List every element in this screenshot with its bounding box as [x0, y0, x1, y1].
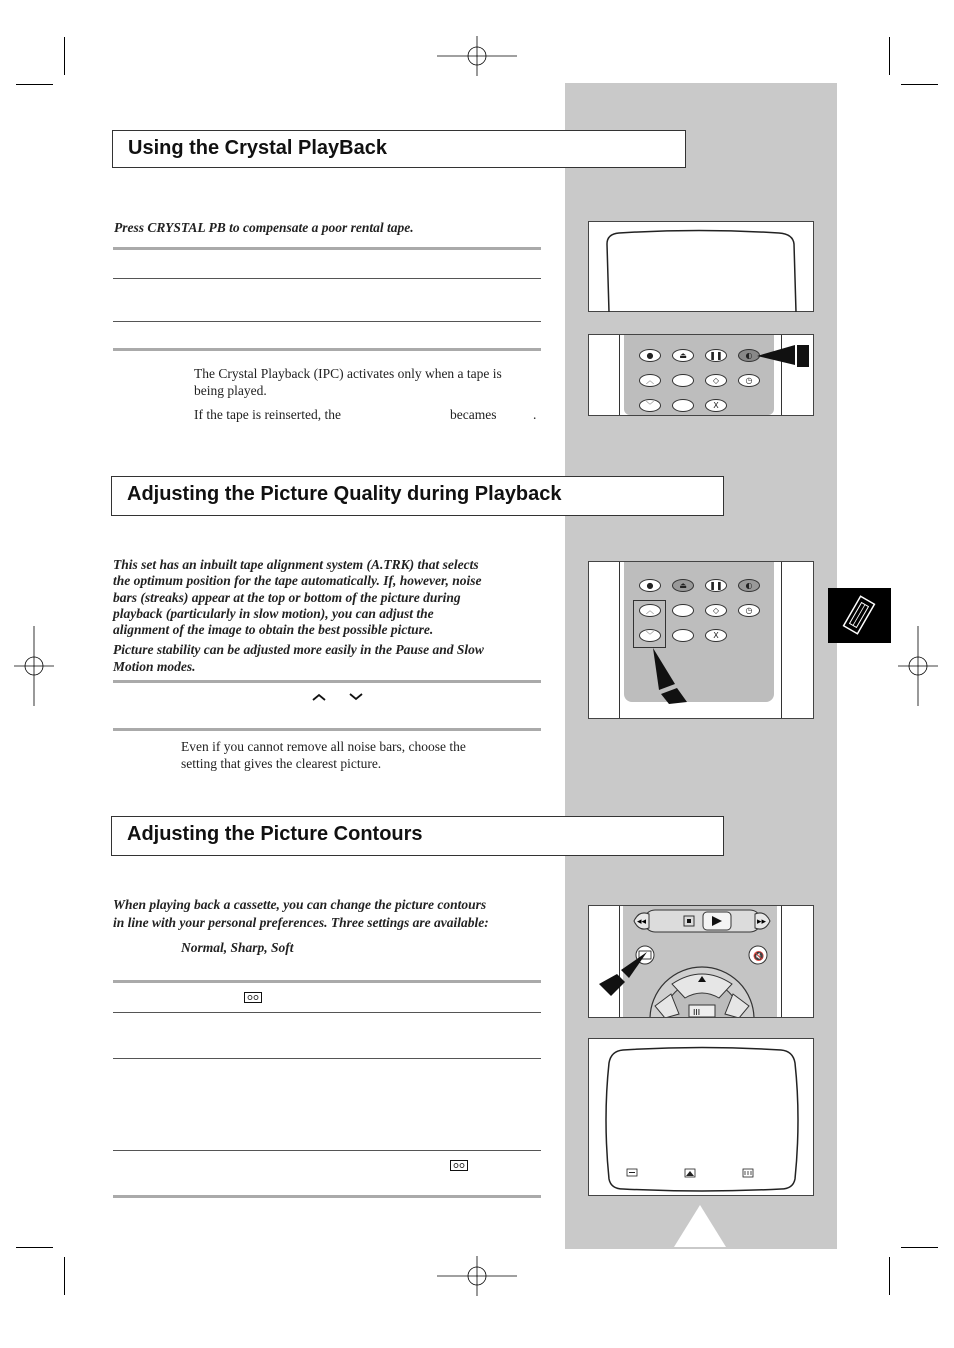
svg-text:◂◂: ◂◂: [637, 917, 647, 927]
note-line: The Crystal Playback (IPC) activates only when a tape is: [194, 366, 502, 381]
cancel-button: X: [705, 629, 727, 642]
remote-illustration-contours: [588, 905, 814, 1018]
cassette-icon: [244, 992, 262, 1003]
note-text: .: [533, 407, 537, 422]
divider: [113, 247, 541, 250]
section-title-text: Using the Crystal PlayBack: [128, 137, 387, 159]
note-text: If the tape is reinserted, the: [194, 407, 341, 422]
osd-icons: [627, 1169, 753, 1177]
registration-mark-right: [898, 626, 938, 706]
section-title-picture-contours: [111, 816, 724, 856]
intro-line: Picture stability can be adjusted more easily in the Pause and Slow: [113, 642, 484, 658]
eject-button: ⏏: [672, 579, 694, 592]
crop-mark: [901, 84, 938, 85]
record-button: ●: [639, 579, 661, 592]
blank-button: [672, 629, 694, 642]
blank-button: [672, 604, 694, 617]
pause-button: ❚❚: [705, 349, 727, 362]
crystal-pb-button: ◐: [738, 579, 760, 592]
down-button: ﹀: [639, 399, 661, 412]
pause-button: ❚❚: [705, 579, 727, 592]
intro-line: playback (particularly in slow motion), you can adjust the: [113, 605, 434, 621]
divider: [113, 348, 541, 351]
divider: [113, 1195, 541, 1198]
tv-screen-illustration: [588, 221, 814, 312]
registration-mark-bottom: [437, 1256, 517, 1296]
remote-illustration-tracking: [588, 561, 814, 719]
crop-mark: [16, 1247, 53, 1248]
crystal-pb-button: ◐: [738, 349, 760, 362]
tracking-down-button: ﹀: [639, 629, 661, 642]
diamond-button: ◇: [705, 374, 727, 387]
tv-screen-contours: [588, 1038, 814, 1196]
crop-mark: [64, 1257, 65, 1295]
remote-illustration-crystal: [588, 334, 814, 416]
section-title-text: Adjusting the Picture Contours: [127, 823, 423, 845]
section-title-crystal-playback: [112, 130, 686, 168]
svg-text:🔇: 🔇: [753, 952, 765, 962]
divider: [113, 680, 541, 683]
blank-button: [672, 399, 694, 412]
intro-line: bars (streaks) appear at the top or bottom of the picture during: [113, 589, 461, 605]
intro-line: alignment of the image to obtain the best possible picture.: [113, 622, 434, 638]
divider: [113, 980, 541, 983]
divider: [113, 728, 541, 731]
note-line: setting that gives the clearest picture.: [181, 755, 382, 771]
timer-button: ◷: [738, 374, 760, 387]
tracking-up-button: ︿: [639, 604, 661, 617]
note-line: [194, 407, 544, 424]
crop-mark: [16, 84, 53, 85]
divider: [113, 321, 541, 322]
section-title-text: Adjusting the Picture Quality during Playback: [127, 483, 562, 505]
cassette-icon: [450, 1160, 468, 1171]
crystal-note: [194, 366, 544, 424]
divider: [113, 1150, 541, 1151]
pointer-arrow: [649, 646, 699, 706]
vcr-tab-icon: [828, 588, 891, 643]
svg-text:▸▸: ▸▸: [757, 917, 767, 927]
note-line: being played.: [194, 382, 267, 398]
timer-button: ◷: [738, 604, 760, 617]
intro-line: This set has an inbuilt tape alignment system (A.TRK) that selects: [113, 557, 479, 572]
crop-mark: [889, 1257, 890, 1295]
registration-mark-left: [14, 626, 54, 706]
note-text: becames: [450, 407, 497, 422]
pointer-arrow: [755, 343, 815, 373]
vcr-tab: [828, 588, 891, 643]
note-line: Even if you cannot remove all noise bars, choose the: [181, 739, 466, 754]
registration-mark-top: [437, 36, 517, 76]
svg-text:III: III: [693, 1008, 701, 1017]
intro-line: Motion modes.: [113, 658, 196, 674]
divider: [113, 278, 541, 279]
picture-quality-note: [181, 739, 541, 772]
crop-mark: [901, 1247, 938, 1248]
divider: [113, 1058, 541, 1059]
blank-button: [672, 374, 694, 387]
chevron-up-icon: [311, 692, 327, 702]
chevron-down-icon: [348, 692, 364, 702]
record-button: ●: [639, 349, 661, 362]
contours-intro: [113, 896, 553, 932]
crop-mark: [889, 37, 890, 75]
cancel-button: X: [705, 399, 727, 412]
divider: [113, 1012, 541, 1013]
section-title-picture-quality: [111, 476, 724, 516]
page-marker-triangle: [672, 1203, 728, 1249]
eject-button: ⏏: [672, 349, 694, 362]
picture-quality-intro: [113, 557, 553, 675]
pointer-arrow: [595, 948, 655, 998]
up-button: ︿: [639, 374, 661, 387]
intro-line: the optimum position for the tape automatically. If, however, noise: [113, 573, 482, 589]
contour-settings: Normal, Sharp, Soft: [181, 940, 294, 955]
crop-mark: [64, 37, 65, 75]
intro-line: in line with your personal preferences. Three settings are available:: [113, 915, 489, 930]
intro-line: When playing back a cassette, you can change the picture contours: [113, 897, 487, 912]
crystal-intro: Press CRYSTAL PB to compensate a poor rental tape.: [114, 220, 414, 235]
diamond-button: ◇: [705, 604, 727, 617]
